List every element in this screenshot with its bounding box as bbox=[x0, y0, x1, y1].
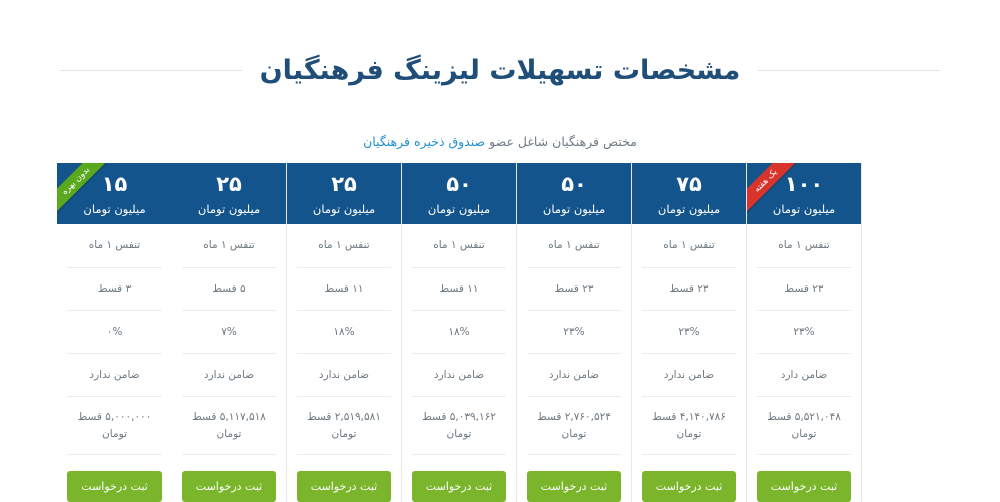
card-installment-row bbox=[527, 397, 621, 455]
card-installment-row bbox=[642, 397, 736, 455]
card-installment-row bbox=[412, 397, 506, 455]
card-footer bbox=[747, 455, 861, 502]
pricing-cards bbox=[57, 163, 943, 502]
card-feature-row: ۳ قسط bbox=[67, 268, 162, 311]
pricing-card bbox=[172, 163, 287, 502]
pricing-card bbox=[517, 163, 632, 502]
card-installment-amount: ۲,۵۱۹,۵۸۱ قسط bbox=[307, 411, 381, 424]
card-body bbox=[517, 224, 631, 455]
card-installment-unit: تومان bbox=[216, 427, 242, 440]
card-feature-row: ضامن ندارد bbox=[412, 354, 506, 397]
card-feature-row: ۵ قسط bbox=[182, 268, 276, 311]
card-feature-row: ۲۳ قسط bbox=[642, 268, 736, 311]
card-footer bbox=[517, 455, 631, 502]
submit-request-button[interactable]: ثبت درخواست bbox=[642, 471, 736, 502]
card-header bbox=[172, 163, 286, 224]
card-feature-row: ضامن ندارد bbox=[297, 354, 391, 397]
submit-request-button[interactable]: ثبت درخواست bbox=[412, 471, 506, 502]
card-installment-amount: ۵,۰۳۹,۱۶۲ قسط bbox=[422, 411, 496, 424]
card-feature-row: تنفس ۱ ماه bbox=[527, 224, 621, 267]
card-feature-row: تنفس ۱ ماه bbox=[67, 224, 162, 267]
card-amount-unit: میلیون تومان bbox=[772, 201, 836, 216]
card-installment-row bbox=[67, 397, 162, 455]
card-body bbox=[287, 224, 401, 455]
card-feature-row: ضامن ندارد bbox=[642, 354, 736, 397]
card-amount: ۱۰۰ bbox=[784, 171, 824, 196]
card-installment-row bbox=[757, 397, 851, 455]
card-installment-unit: تومان bbox=[446, 427, 472, 440]
card-feature-row: تنفس ۱ ماه bbox=[642, 224, 736, 267]
card-feature-row: ۲۳% bbox=[642, 311, 736, 354]
card-header bbox=[517, 163, 631, 224]
card-ribbon-badge: یک هفته bbox=[747, 163, 802, 217]
page-subtitle bbox=[0, 134, 1000, 149]
card-feature-row: ضامن دارد bbox=[757, 354, 851, 397]
card-amount: ۲۵ bbox=[216, 171, 242, 196]
card-amount-unit: میلیون تومان bbox=[427, 201, 491, 216]
card-installment-amount: ۵,۵۲۱,۰۴۸ قسط bbox=[767, 411, 841, 424]
card-feature-row: ۲۳% bbox=[757, 311, 851, 354]
card-amount-unit: میلیون تومان bbox=[312, 201, 376, 216]
card-feature-row: تنفس ۱ ماه bbox=[757, 224, 851, 267]
card-amount-unit: میلیون تومان bbox=[83, 201, 146, 216]
card-footer bbox=[402, 455, 516, 502]
card-installment-row bbox=[297, 397, 391, 455]
title-rule-left bbox=[60, 70, 242, 71]
card-installment-unit: تومان bbox=[102, 427, 127, 440]
card-feature-row: ضامن ندارد bbox=[67, 354, 162, 397]
card-feature-row: ۱۱ قسط bbox=[412, 268, 506, 311]
card-installment-amount: ۴,۱۴۰,۷۸۶ قسط bbox=[652, 411, 726, 424]
card-body bbox=[172, 224, 286, 455]
card-feature-row: ۰% bbox=[67, 311, 162, 354]
submit-request-button[interactable]: ثبت درخواست bbox=[67, 471, 161, 502]
card-feature-row: ۲۳ قسط bbox=[527, 268, 621, 311]
card-feature-row: ۲۳% bbox=[527, 311, 621, 354]
card-installment-unit: تومان bbox=[791, 427, 817, 440]
card-feature-row: ۲۳ قسط bbox=[757, 268, 851, 311]
card-footer bbox=[172, 455, 286, 502]
card-installment-amount: ۵,۰۰۰,۰۰۰ قسط bbox=[77, 411, 152, 424]
card-footer bbox=[632, 455, 746, 502]
card-body bbox=[57, 224, 172, 455]
pricing-card bbox=[287, 163, 402, 502]
card-feature-row: ۱۸% bbox=[297, 311, 391, 354]
card-footer bbox=[57, 455, 172, 502]
pricing-card bbox=[57, 163, 172, 502]
card-amount-unit: میلیون تومان bbox=[542, 201, 606, 216]
card-feature-row: ۱۱ قسط bbox=[297, 268, 391, 311]
card-installment-row bbox=[182, 397, 276, 455]
card-feature-row: تنفس ۱ ماه bbox=[182, 224, 276, 267]
submit-request-button[interactable]: ثبت درخواست bbox=[527, 471, 621, 502]
title-rule-right bbox=[758, 70, 940, 71]
card-header bbox=[747, 163, 861, 224]
card-feature-row: تنفس ۱ ماه bbox=[412, 224, 506, 267]
card-header bbox=[402, 163, 516, 224]
card-amount-unit: میلیون تومان bbox=[197, 201, 261, 216]
submit-request-button[interactable]: ثبت درخواست bbox=[297, 471, 391, 502]
card-header bbox=[287, 163, 401, 224]
card-body bbox=[632, 224, 746, 455]
page-header bbox=[0, 0, 1000, 149]
title-row bbox=[0, 34, 1000, 108]
card-header bbox=[57, 163, 172, 224]
submit-request-button[interactable]: ثبت درخواست bbox=[757, 471, 851, 502]
card-amount: ۲۵ bbox=[331, 171, 357, 196]
card-feature-row: ۷% bbox=[182, 311, 276, 354]
pricing-card bbox=[747, 163, 862, 502]
pricing-card bbox=[632, 163, 747, 502]
card-feature-row: ۱۸% bbox=[412, 311, 506, 354]
card-amount: ۷۵ bbox=[676, 171, 702, 196]
card-installment-unit: تومان bbox=[331, 427, 357, 440]
card-header bbox=[632, 163, 746, 224]
pricing-card bbox=[402, 163, 517, 502]
submit-request-button[interactable]: ثبت درخواست bbox=[182, 471, 276, 502]
card-amount: ۱۵ bbox=[101, 171, 128, 196]
card-installment-unit: تومان bbox=[676, 427, 702, 440]
card-amount: ۵۰ bbox=[561, 171, 587, 196]
card-amount: ۵۰ bbox=[446, 171, 472, 196]
card-feature-row: ضامن ندارد bbox=[527, 354, 621, 397]
subtitle-link[interactable]: صندوق ذخیره فرهنگیان bbox=[363, 133, 486, 149]
card-feature-row: تنفس ۱ ماه bbox=[297, 224, 391, 267]
card-installment-amount: ۵,۱۱۷,۵۱۸ قسط bbox=[192, 411, 266, 424]
card-body bbox=[402, 224, 516, 455]
page-title: مشخصات تسهیلات لیزینگ فرهنگیان bbox=[259, 55, 741, 87]
card-footer bbox=[287, 455, 401, 502]
subtitle-text: مختص فرهنگیان شاغل عضو bbox=[485, 133, 637, 149]
card-amount-unit: میلیون تومان bbox=[657, 201, 721, 216]
card-installment-amount: ۲,۷۶۰,۵۲۴ قسط bbox=[537, 411, 611, 424]
card-ribbon-badge: بدون بهره bbox=[57, 163, 112, 217]
card-body bbox=[747, 224, 861, 455]
card-feature-row: ضامن ندارد bbox=[182, 354, 276, 397]
card-installment-unit: تومان bbox=[561, 427, 587, 440]
